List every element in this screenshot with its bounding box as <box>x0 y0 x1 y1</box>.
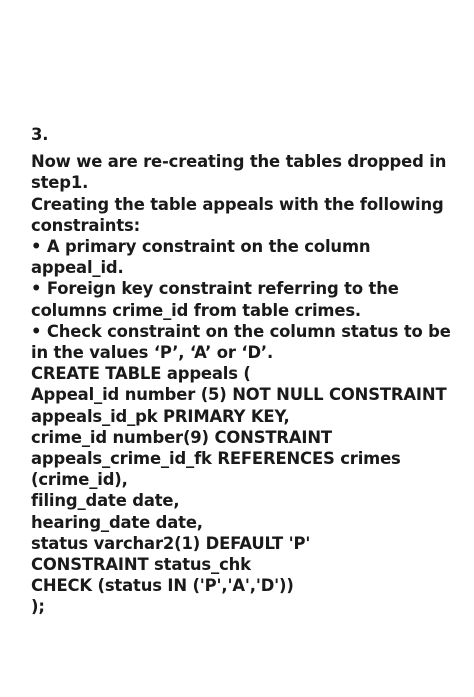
question-text-block <box>31 124 461 618</box>
bullet-line: • Check constraint on the column status to be <box>31 321 451 341</box>
text-line: constraints: <box>31 215 141 235</box>
sql-line: CREATE TABLE appeals ( <box>31 364 251 384</box>
sql-line: CONSTRAINT status_chk <box>31 555 251 575</box>
text-line: Creating the table appeals with the following <box>31 194 444 214</box>
text-line: columns crime_id from table crimes. <box>31 300 362 320</box>
sql-line: filing_date date, <box>31 491 180 511</box>
sql-line: ); <box>31 597 45 617</box>
sql-line: (crime_id), <box>31 470 128 490</box>
sql-line: crime_id number(9) CONSTRAINT <box>31 427 332 447</box>
sql-line: CHECK (status IN ('P','A','D')) <box>31 576 294 596</box>
sql-line: hearing_date date, <box>31 512 203 532</box>
sql-line: appeals_crime_id_fk REFERENCES crimes <box>31 449 401 469</box>
sql-line: Appeal_id number (5) NOT NULL CONSTRAINT <box>31 385 447 405</box>
sql-line: status varchar2(1) DEFAULT 'P' <box>31 533 311 553</box>
text-line: appeal_id. <box>31 258 124 278</box>
bullet-line: • A primary constraint on the column <box>31 237 371 257</box>
question-number: 3. <box>31 125 49 144</box>
text-line: in the values ‘P’, ‘A’ or ‘D’. <box>31 343 274 363</box>
text-line: Now we are re-creating the tables dropped in <box>31 152 447 172</box>
bullet-line: • Foreign key constraint referring to the <box>31 279 399 299</box>
text-line: step1. <box>31 173 89 193</box>
sql-line: appeals_id_pk PRIMARY KEY, <box>31 406 290 426</box>
